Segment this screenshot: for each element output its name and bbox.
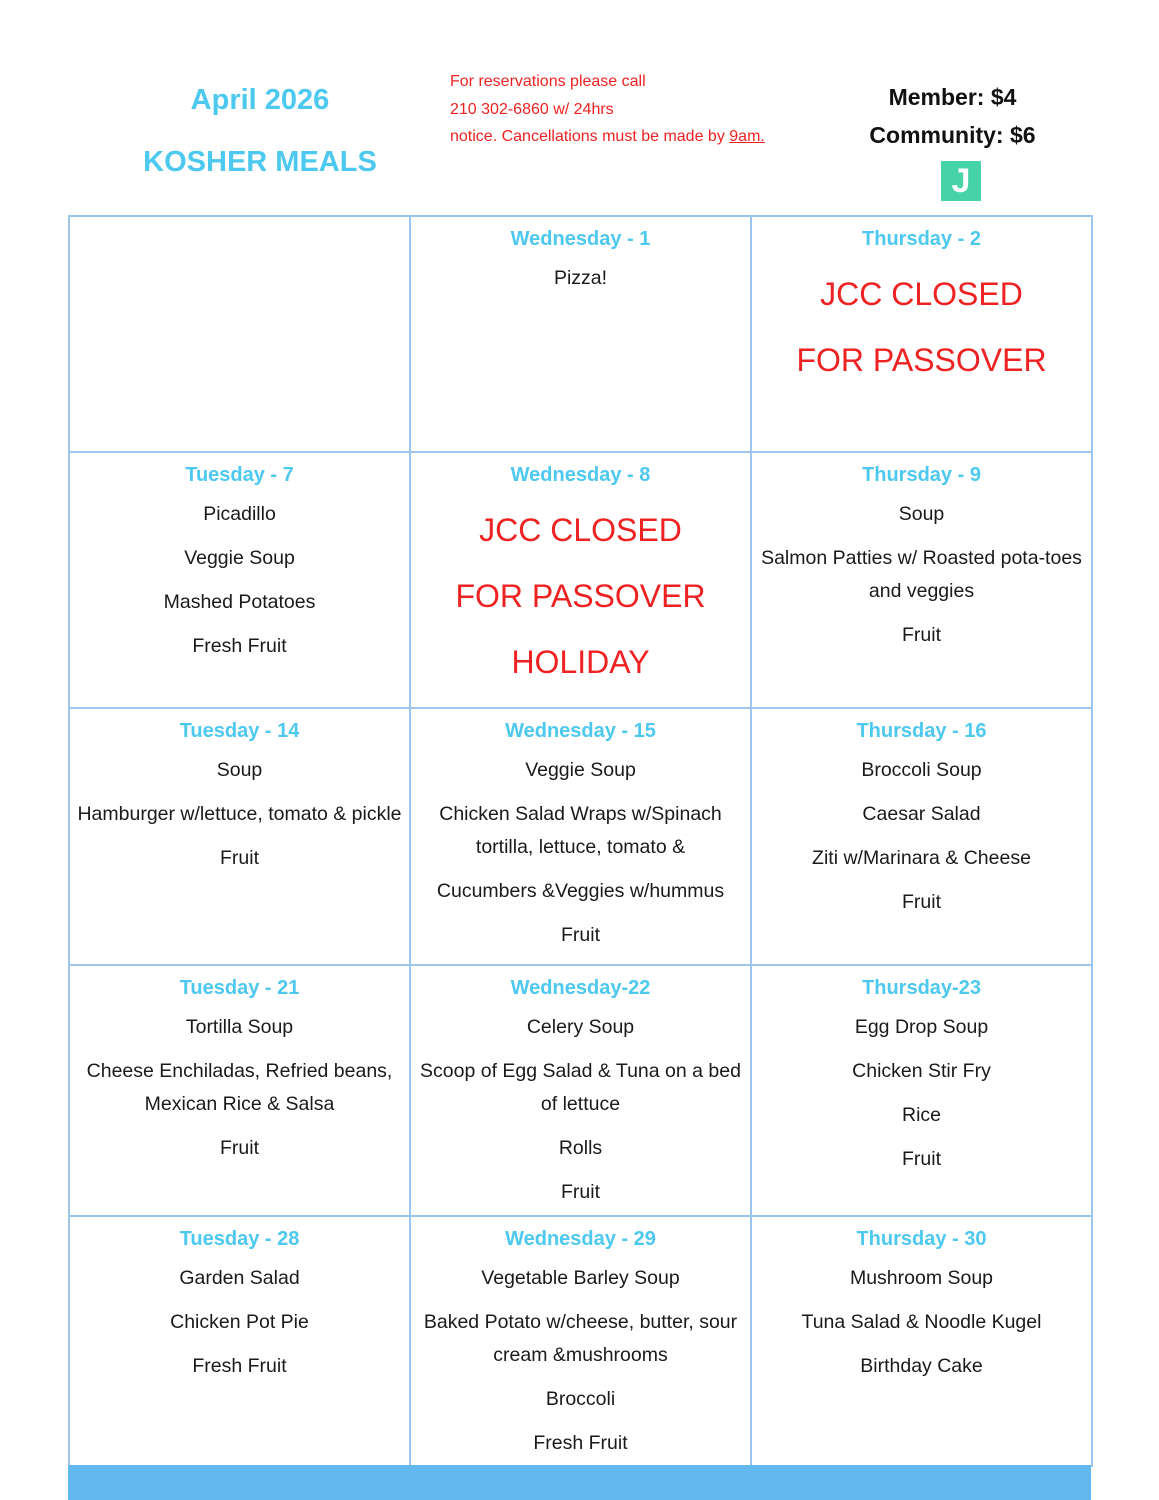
calendar-day-cell <box>751 452 1092 708</box>
calendar-day-cell <box>69 708 410 965</box>
meal-item: Rolls <box>558 1137 603 1159</box>
meal-calendar <box>68 215 1093 1467</box>
calendar-day-cell <box>69 965 410 1216</box>
meal-item: Fruit <box>902 891 941 913</box>
calendar-day-cell <box>751 708 1092 965</box>
meal-item: Mushroom Soup <box>849 1267 994 1289</box>
meal-item: Caesar Salad <box>862 803 981 825</box>
calendar-day-cell <box>69 452 410 708</box>
calendar-day-cell <box>751 965 1092 1216</box>
day-heading: Tuesday - 21 <box>179 977 300 999</box>
day-heading: Wednesday - 8 <box>510 464 651 486</box>
calendar-week-row <box>69 708 1092 965</box>
day-heading: Wednesday - 29 <box>505 1228 656 1250</box>
meal-item: Fruit <box>902 624 941 646</box>
meal-item: Celery Soup <box>526 1016 635 1038</box>
meal-item: Veggie Soup <box>184 547 295 569</box>
meal-item: Tortilla Soup <box>185 1016 294 1038</box>
meal-item: Fruit <box>902 1148 941 1170</box>
meal-item: Egg Drop Soup <box>854 1016 989 1038</box>
day-heading: Thursday - 30 <box>856 1228 987 1250</box>
day-heading: Tuesday - 28 <box>179 1228 300 1250</box>
meal-item: Fruit <box>561 1181 600 1203</box>
menu-subtitle: KOSHER MEALS <box>143 146 377 178</box>
meal-item: Fruit <box>220 847 259 869</box>
day-heading: Thursday - 16 <box>856 720 987 742</box>
day-heading: Wednesday-22 <box>510 977 651 999</box>
meal-item: Fresh Fruit <box>533 1432 628 1454</box>
footer-bar <box>68 1465 1091 1500</box>
closure-notice: JCC CLOSED <box>479 512 682 548</box>
calendar-day-cell <box>751 1216 1092 1466</box>
member-price: Member: $4 <box>888 84 1017 110</box>
meal-item: Tuna Salad & Noodle Kugel <box>801 1311 1042 1333</box>
closure-notice: FOR PASSOVER <box>796 342 1047 378</box>
closure-notice: JCC CLOSED <box>820 276 1023 312</box>
meal-item: Broccoli Soup <box>861 759 982 781</box>
meal-item: Birthday Cake <box>860 1355 983 1377</box>
meal-item: Chicken Stir Fry <box>852 1060 991 1082</box>
calendar-week-row <box>69 216 1092 452</box>
meal-item: Fresh Fruit <box>192 1355 287 1377</box>
meal-item: Soup <box>216 759 263 781</box>
notice-line: 210 302-6860 w/ 24hrs <box>450 100 614 118</box>
day-heading: Thursday - 2 <box>862 228 981 250</box>
meal-item: Picadillo <box>203 503 276 525</box>
day-heading: Thursday-23 <box>862 977 981 999</box>
meal-item: Cheese Enchiladas, Refried beans, Mexican Rice & Salsa <box>86 1060 393 1115</box>
meal-item: Garden Salad <box>179 1267 300 1289</box>
jcc-logo-icon: J <box>941 161 981 201</box>
community-price: Community: $6 <box>869 122 1036 148</box>
meal-item: Vegetable Barley Soup <box>481 1267 680 1289</box>
calendar-week-row <box>69 452 1092 708</box>
calendar-day-cell <box>410 452 751 708</box>
calendar-day-cell <box>410 708 751 965</box>
calendar-day-cell <box>69 1216 410 1466</box>
meal-item: Baked Potato w/cheese, butter, sour cream &mushrooms <box>423 1311 738 1366</box>
closure-notice: HOLIDAY <box>511 644 650 680</box>
meal-item: Cucumbers &Veggies w/hummus <box>436 880 725 902</box>
day-heading: Tuesday - 14 <box>179 720 300 742</box>
meal-item: Soup <box>898 503 945 525</box>
meal-item: Ziti w/Marinara & Cheese <box>812 847 1031 869</box>
notice-text: notice. Cancellations must be made by <box>450 128 730 145</box>
day-heading: Wednesday - 15 <box>505 720 656 742</box>
meal-item: Salmon Patties w/ Roasted pota-toes and veggies <box>761 547 1082 602</box>
reservation-notice <box>450 68 810 151</box>
meal-item: Fruit <box>561 924 600 946</box>
meal-item: Rice <box>901 1104 941 1126</box>
meal-item: Fresh Fruit <box>192 635 287 657</box>
meal-item: Veggie Soup <box>525 759 636 781</box>
calendar-day-cell <box>410 216 751 452</box>
meal-item: Hamburger w/lettuce, tomato & pickle <box>77 803 402 825</box>
meal-item: Scoop of Egg Salad & Tuna on a bed of lettuce <box>420 1060 741 1115</box>
closure-notice: FOR PASSOVER <box>455 578 706 614</box>
notice-line: For reservations please call <box>450 73 646 90</box>
meal-item: Pizza! <box>553 267 608 289</box>
calendar-week-row <box>69 1216 1092 1466</box>
calendar-day-cell <box>69 216 410 452</box>
notice-line <box>450 123 810 151</box>
calendar-day-cell <box>751 216 1092 452</box>
meal-item: Chicken Pot Pie <box>170 1311 309 1333</box>
meal-item: Chicken Salad Wraps w/Spinach tortilla, lettuce, tomato & <box>439 803 722 858</box>
meal-item: Fruit <box>220 1137 259 1159</box>
day-heading: Tuesday - 7 <box>185 464 294 486</box>
calendar-day-cell <box>410 1216 751 1466</box>
calendar-day-cell <box>410 965 751 1216</box>
menu-month-title: April 2026 <box>190 84 330 116</box>
meal-item: Mashed Potatoes <box>163 591 316 613</box>
day-heading: Thursday - 9 <box>862 464 981 486</box>
calendar-body <box>69 216 1092 1466</box>
day-heading: Wednesday - 1 <box>510 228 651 250</box>
notice-deadline: 9am. <box>729 128 765 145</box>
calendar-week-row <box>69 965 1092 1216</box>
meal-item: Broccoli <box>545 1388 616 1410</box>
